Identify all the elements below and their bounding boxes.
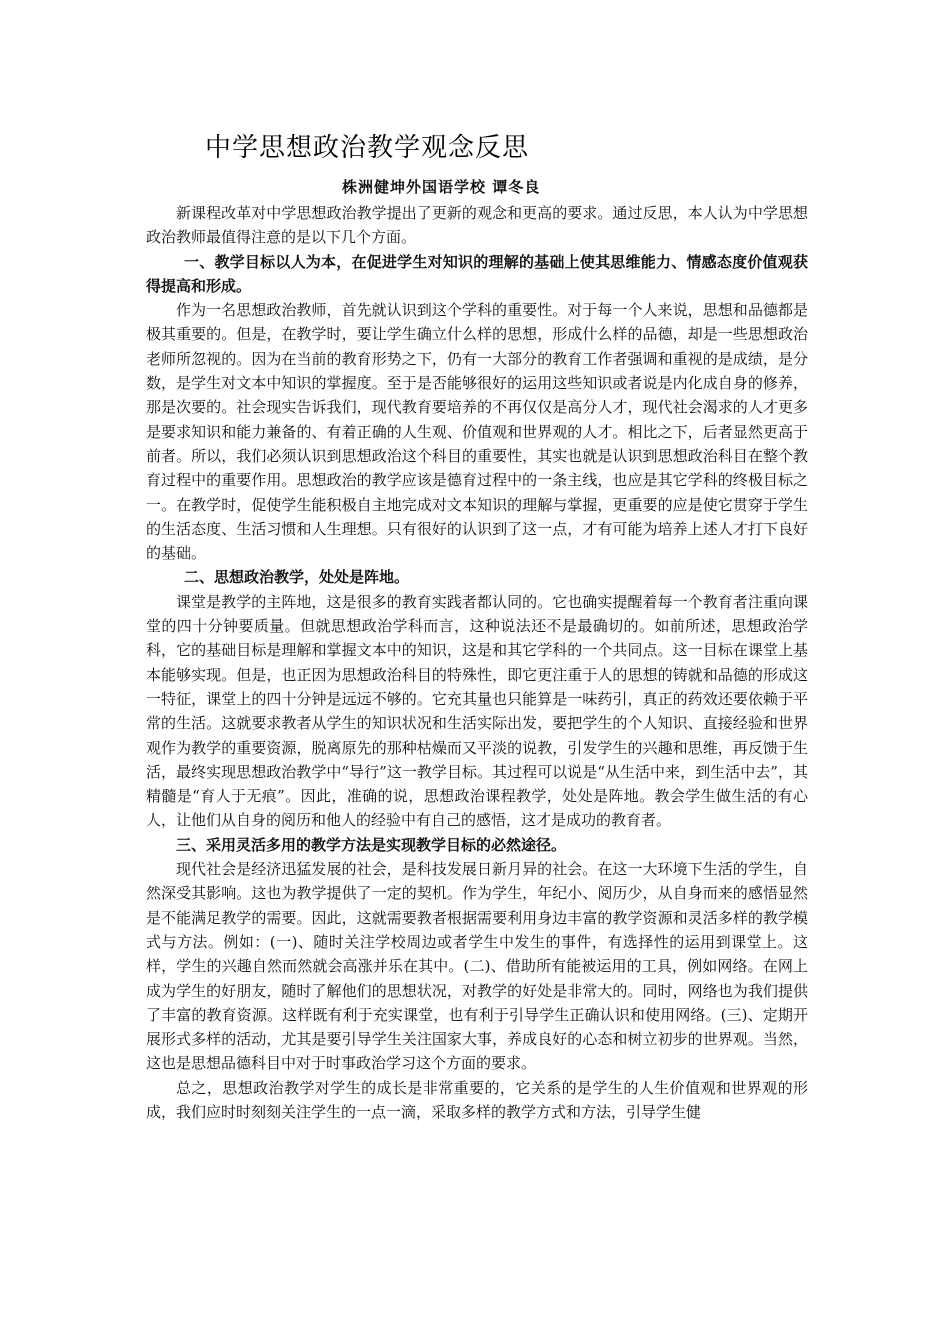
intro-paragraph: 新课程改革对中学思想政治教学提出了更新的观念和更高的要求。通过反思，本人认为中学思想政治教师最值得注意的是以下几个方面。 bbox=[146, 204, 808, 247]
section-heading-3: 三、采用灵活多用的教学方法是实现教学目标的必然途径。 bbox=[176, 835, 567, 854]
section-3-paragraph: 现代社会是经济迅猛发展的社会，是科技发展日新月异的社会。在这一大环境下生活的学生，自然深受其影响。这也为教学提供了一定的契机。作为学生，年纪小、阅历少，从自身而来的感悟显然是不能满足教学的需要。因此，这就需要教者根据需要利用身边丰富的教学资源和灵活多样的教学模式与方法。例如：(一)、随时关注学校周边或者学生中发生的事件，有选择性的运用到课堂上。这样，学生的兴趣自然而然就会高涨并乐在其中。(二)、借助所有能被运用的工具，例如网络。在网上成为学生的好朋友，随时了解他们的思想状况，对教学的好处是非常大的。同时，网络也为我们提供了丰富的教育资源。这样既有利于充实课堂，也有利于引导学生正确认识和使用网络。(三)、定期开展形式多样的活动，尤其是要引导学生关注国家大事，养成良好的心态和树立初步的世界观。当然，这也是思想品德科目中对于时事政治学习这个方面的要求。 bbox=[146, 860, 808, 1073]
section-1-paragraph: 作为一名思想政治教师，首先就认识到这个学科的重要性。对于每一个人来说，思想和品德都是极其重要的。但是，在教学时，要让学生确立什么样的思想，形成什么样的品德，却是一些思想政治老师所忽视的。因为在当前的教育形势之下，仍有一大部分的教育工作者强调和重视的是成绩，是分数，是学生对文本中知识的掌握度。至于是否能够很好的运用这些知识或者说是内化成自身的修养，那是次要的。社会现实告诉我们，现代教育要培养的不再仅仅是高分人才，现代社会渴求的人才更多是要求知识和能力兼备的、有着正确的人生观、价值观和世界观的人才。相比之下，后者显然更高于前者。所以，我们必须认识到思想政治这个科目的重要性，其实也就是认识到思想政治科目在整个教育过程中的重要作用。思想政治的教学应该是德育过程中的一条主线，也应是其它学科的终极目标之一。在教学时，促使学生能积极自主地完成对文本知识的理解与掌握，更重要的应是使它贯穿于学生的生活态度、生活习惯和人生理想。只有很好的认识到了这一点，才有可能为培养上述人才打下良好的基础。 bbox=[146, 301, 808, 563]
section-heading-1: 一、教学目标以人为本，在促进学生对知识的理解的基础上使其思维能力、情感态度价值观获得提高和形成。 bbox=[146, 252, 808, 295]
document-title: 中学思想政治教学观念反思 bbox=[205, 133, 530, 163]
section-heading-2: 二、思想政治教学，处处是阵地。 bbox=[184, 568, 410, 587]
section-2-paragraph: 课堂是教学的主阵地，这是很多的教育实践者都认同的。它也确实提醒着每一个教育者注重向课堂的四十分钟要质量。但就思想政治学科而言，这种说法还不是最确切的。如前所述，思想政治学科，它的基础目标是理解和掌握文本中的知识，这是和其它学科的一个共同点。这一目标在课堂上基本能够实现。但是，也正因为思想政治科目的特殊性，即它更注重于人的思想的铸就和品德的形成这一特征，课堂上的四十分钟是远远不够的。它充其量也只能算是一味药引，真正的药效还要依赖于平常的生活。这就要求教者从学生的知识状况和生活实际出发，要把学生的个人知识、直接经验和世界观作为教学的重要资源，脱离原先的那种枯燥而又平淡的说教，引发学生的兴趣和思维，再反馈于生活，最终实现思想政治教学中“导行”这一教学目标。其过程可以说是“从生活中来，到生活中去”，其精髓是“育人于无痕”。因此，准确的说，思想政治课程教学，处处是阵地。教会学生做生活的有心人，让他们从自身的阅历和他人的经验中有自己的感悟，这才是成功的教育者。 bbox=[146, 592, 808, 830]
author-line: 株洲健坤外国语学校 谭冬良 bbox=[342, 178, 541, 196]
document-body bbox=[146, 201, 808, 1124]
conclusion-paragraph: 总之，思想政治教学对学生的成长是非常重要的，它关系的是学生的人生价值观和世界观的形成，我们应时时刻刻关注学生的一点一滴，采取多样的教学方式和方法，引导学生健 bbox=[146, 1078, 808, 1121]
